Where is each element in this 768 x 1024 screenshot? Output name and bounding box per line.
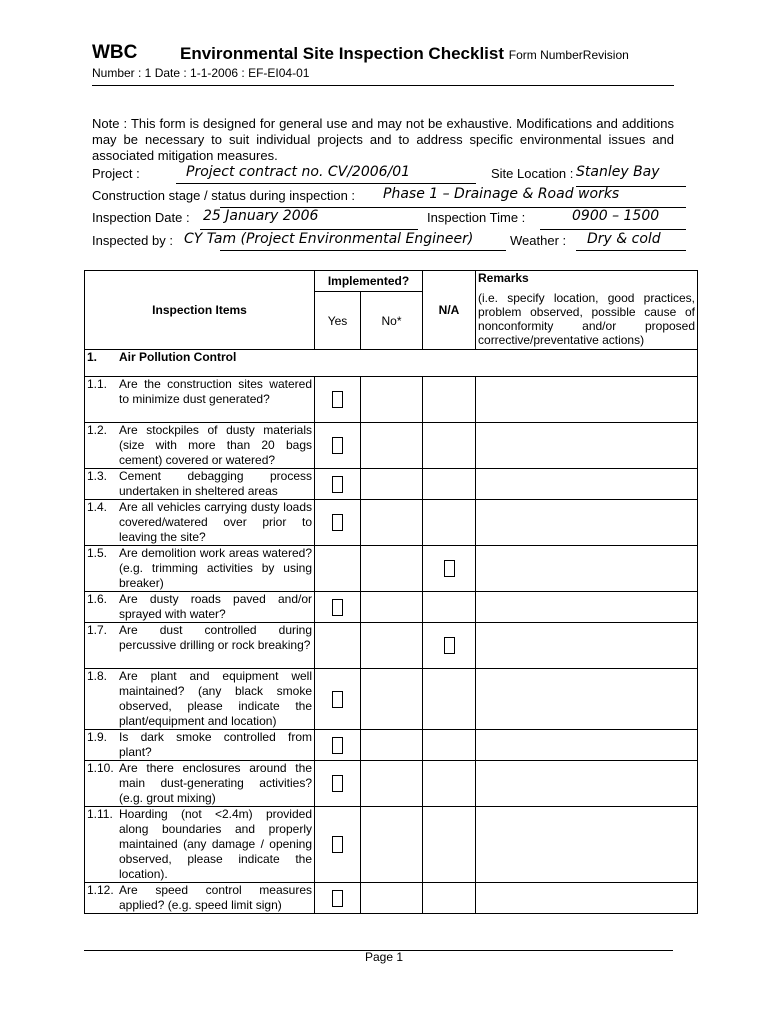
cell-na[interactable]: [423, 623, 476, 669]
item-number: 1.5.: [87, 546, 108, 560]
table-row: [85, 377, 698, 423]
header-divider: [92, 85, 674, 86]
item-number: 1.1.: [87, 377, 108, 391]
inspection-time-label: Inspection Time :: [427, 210, 526, 225]
cell-na[interactable]: [423, 730, 476, 761]
inspection-item: [85, 469, 314, 499]
form-meta: Form NumberRevision: [508, 48, 629, 62]
cell-no[interactable]: [361, 730, 423, 761]
cell-na[interactable]: [423, 423, 476, 469]
stage-value: Phase 1 – Drainage & Road works: [383, 186, 620, 202]
inspection-date-label: Inspection Date :: [92, 210, 190, 225]
cell-yes[interactable]: [315, 883, 361, 914]
table-row: [85, 730, 698, 761]
project-label: Project :: [92, 166, 140, 181]
inspection-date-underline: [200, 229, 418, 230]
cell-no[interactable]: [361, 423, 423, 469]
cell-na[interactable]: [423, 469, 476, 500]
form-note: Note : This form is designed for general use and may not be exhaustive. Modifications and additions may be necessary to suit individual projects and to address specific environmental issues and associated mitigation measures.: [92, 116, 674, 163]
cell-na[interactable]: [423, 377, 476, 423]
checkbox-mark-icon[interactable]: [332, 437, 343, 454]
remarks-cell[interactable]: [476, 592, 698, 623]
cell-no[interactable]: [361, 592, 423, 623]
section-row: [85, 350, 698, 377]
weather-label: Weather :: [510, 233, 567, 248]
table-row: [85, 500, 698, 546]
project-value: Project contract no. CV/2006/01: [186, 164, 411, 180]
checkbox-mark-icon[interactable]: [332, 691, 343, 708]
cell-no[interactable]: [361, 377, 423, 423]
cell-no[interactable]: [361, 761, 423, 807]
cell-na[interactable]: [423, 546, 476, 592]
brand-name: WBC: [92, 42, 138, 63]
remarks-cell[interactable]: [476, 883, 698, 914]
cell-yes[interactable]: [315, 377, 361, 423]
cell-na[interactable]: [423, 669, 476, 730]
remarks-note: (i.e. specify location, good practices, problem observed, possible cause of nonconformity and/or proposed corrective/preventative actions): [478, 291, 696, 347]
section-number: 1.: [87, 350, 98, 364]
remarks-cell[interactable]: [476, 423, 698, 469]
cell-yes[interactable]: [315, 730, 361, 761]
table-row: [85, 883, 698, 914]
remarks-cell[interactable]: [476, 761, 698, 807]
item-text: Are stockpiles of dusty materials (size with more than 20 bags cement) covered or watered?: [119, 423, 312, 467]
item-number: 1.11.: [87, 807, 113, 821]
checkbox-mark-icon[interactable]: [332, 476, 343, 493]
cell-no[interactable]: [361, 669, 423, 730]
cell-yes[interactable]: [315, 592, 361, 623]
form-title: Environmental Site Inspection Checklist: [180, 44, 505, 63]
item-text: Are plant and equipment well maintained? (any black smoke observed, please indicate the plant/equipment and location): [119, 669, 312, 728]
cell-yes[interactable]: [315, 546, 361, 592]
column-header-remarks: [476, 271, 698, 350]
form-title-block: [180, 44, 629, 64]
remarks-cell[interactable]: [476, 377, 698, 423]
table-row: [85, 761, 698, 807]
item-text: Are the construction sites watered to minimize dust generated?: [119, 377, 312, 406]
item-text: Are demolition work areas watered? (e.g. trimming activities by using breaker): [119, 546, 312, 590]
inspection-time-value: 0900 – 1500: [572, 208, 660, 224]
inspection-item-cell: [85, 469, 315, 500]
inspection-item: [85, 761, 314, 806]
remarks-cell[interactable]: [476, 500, 698, 546]
inspection-item-cell: [85, 592, 315, 623]
stage-label: Construction stage / status during inspection :: [92, 188, 356, 203]
inspection-item: [85, 423, 314, 468]
item-text: Are dusty roads paved and/or sprayed with water?: [119, 592, 312, 621]
table-row: [85, 469, 698, 500]
checkbox-mark-icon[interactable]: [444, 637, 455, 654]
weather-underline: [576, 250, 686, 251]
inspection-item: [85, 546, 314, 591]
column-header-implemented: Implemented?: [315, 271, 423, 292]
cell-na[interactable]: [423, 500, 476, 546]
cell-yes[interactable]: [315, 423, 361, 469]
item-number: 1.6.: [87, 592, 108, 606]
table-row: [85, 623, 698, 669]
inspection-item-cell: [85, 423, 315, 469]
cell-yes[interactable]: [315, 469, 361, 500]
remarks-cell[interactable]: [476, 469, 698, 500]
remarks-cell[interactable]: [476, 669, 698, 730]
inspected-by-underline: [220, 250, 506, 251]
table-row: [85, 669, 698, 730]
inspection-item: [85, 807, 314, 882]
project-underline: [176, 183, 476, 184]
inspection-item-cell: [85, 623, 315, 669]
inspection-item-cell: [85, 546, 315, 592]
item-text: Hoarding (not <2.4m) provided along boundaries and properly maintained (any damage / opening observed, please indicate the location).: [119, 807, 312, 881]
table-row: [85, 423, 698, 469]
inspection-time-underline: [540, 229, 686, 230]
checkbox-mark-icon[interactable]: [444, 560, 455, 577]
inspection-item: [85, 592, 314, 622]
column-header-na: N/A: [423, 271, 476, 350]
checkbox-mark-icon[interactable]: [332, 890, 343, 907]
table-row: [85, 592, 698, 623]
item-text: Are speed control measures applied? (e.g. speed limit sign): [119, 883, 312, 912]
inspection-item: [85, 377, 314, 407]
inspection-item: [85, 623, 314, 653]
item-number: 1.9.: [87, 730, 108, 744]
item-number: 1.3.: [87, 469, 108, 483]
remarks-cell[interactable]: [476, 546, 698, 592]
cell-na[interactable]: [423, 807, 476, 883]
cell-no[interactable]: [361, 546, 423, 592]
checkbox-mark-icon[interactable]: [332, 514, 343, 531]
cell-yes[interactable]: [315, 500, 361, 546]
site-location-label: Site Location :: [491, 166, 574, 181]
inspection-item-cell: [85, 730, 315, 761]
inspection-checklist-table: [84, 270, 698, 914]
item-number: 1.8.: [87, 669, 108, 683]
table-row: [85, 807, 698, 883]
item-number: 1.2.: [87, 423, 108, 437]
section-heading: [85, 350, 698, 377]
checkbox-mark-icon[interactable]: [332, 836, 343, 853]
inspected-by-label: Inspected by :: [92, 233, 173, 248]
checkbox-mark-icon[interactable]: [332, 737, 343, 754]
table-row: [85, 546, 698, 592]
inspection-item-cell: [85, 500, 315, 546]
inspection-item: [85, 730, 314, 760]
item-number: 1.7.: [87, 623, 108, 637]
item-text: Is dark smoke controlled from plant?: [119, 730, 312, 759]
cell-no[interactable]: [361, 807, 423, 883]
inspection-item-cell: [85, 883, 315, 914]
inspection-item-cell: [85, 761, 315, 807]
cell-no[interactable]: [361, 623, 423, 669]
checkbox-mark-icon[interactable]: [332, 599, 343, 616]
inspection-item: [85, 669, 314, 729]
inspection-item-cell: [85, 377, 315, 423]
page-number: Page 1: [364, 950, 404, 964]
cell-yes[interactable]: [315, 761, 361, 807]
remarks-cell[interactable]: [476, 730, 698, 761]
section-title: Air Pollution Control: [119, 350, 237, 364]
inspection-item-cell: [85, 669, 315, 730]
cell-no[interactable]: [361, 500, 423, 546]
remarks-title: Remarks: [478, 271, 529, 285]
cell-no[interactable]: [361, 883, 423, 914]
cell-yes[interactable]: [315, 623, 361, 669]
column-header-items: Inspection Items: [85, 271, 315, 350]
checkbox-mark-icon[interactable]: [332, 775, 343, 792]
cell-na[interactable]: [423, 592, 476, 623]
cell-no[interactable]: [361, 469, 423, 500]
inspection-date-value: 25 January 2006: [203, 208, 319, 224]
cell-na[interactable]: [423, 761, 476, 807]
item-text: Are there enclosures around the main dust-generating activities? (e.g. grout mixing): [119, 761, 312, 805]
column-header-no: No*: [361, 292, 423, 350]
cell-yes[interactable]: [315, 669, 361, 730]
column-header-yes: Yes: [315, 292, 361, 350]
item-number: 1.12.: [87, 883, 114, 897]
item-text: Are all vehicles carrying dusty loads covered/watered over prior to leaving the site?: [119, 500, 312, 544]
weather-value: Dry & cold: [587, 231, 661, 247]
item-number: 1.4.: [87, 500, 108, 514]
remarks-cell[interactable]: [476, 807, 698, 883]
item-text: Cement debagging process undertaken in sheltered areas: [119, 469, 312, 498]
cell-na[interactable]: [423, 883, 476, 914]
remarks-cell[interactable]: [476, 623, 698, 669]
item-number: 1.10.: [87, 761, 114, 775]
inspection-item: [85, 500, 314, 545]
inspected-by-value: CY Tam (Project Environmental Engineer): [184, 231, 474, 247]
checkbox-mark-icon[interactable]: [332, 391, 343, 408]
item-text: Are dust controlled during percussive drilling or rock breaking?: [119, 623, 312, 652]
inspection-item-cell: [85, 807, 315, 883]
inspection-item: [85, 883, 314, 913]
site-location-value: Stanley Bay: [576, 164, 660, 180]
form-number-line: Number : 1 Date : 1-1-2006 : EF-EI04-01: [92, 66, 310, 80]
cell-yes[interactable]: [315, 807, 361, 883]
